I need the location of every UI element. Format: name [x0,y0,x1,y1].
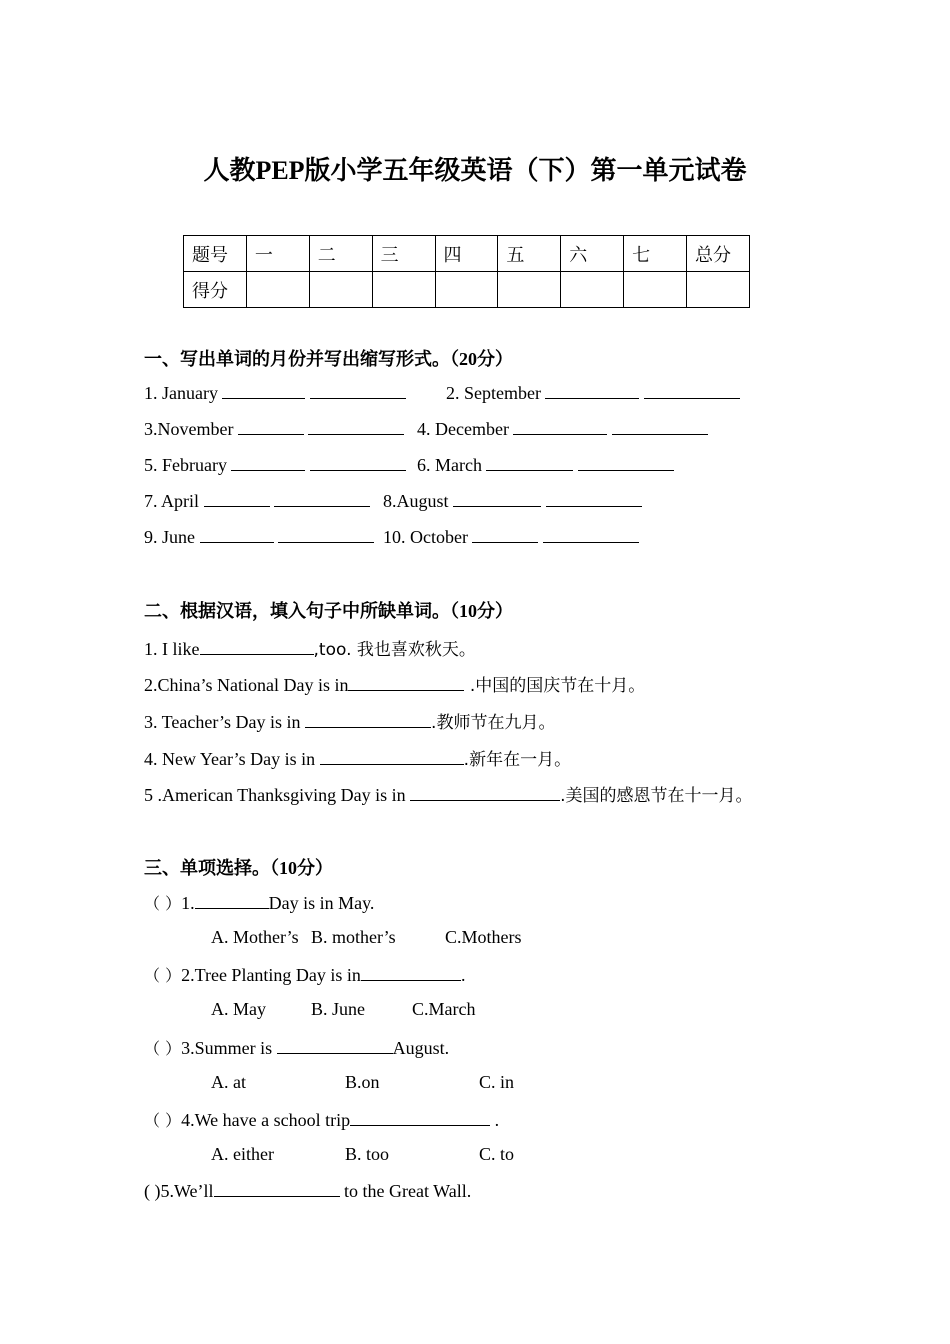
answer-blank[interactable] [310,382,406,399]
question-end: . [460,965,466,985]
question-start: 2.Tree Planting Day is in [181,965,361,985]
answer-blank[interactable] [310,454,406,471]
score-cell: 五 [498,236,561,272]
score-cell: 六 [561,236,624,272]
sentence-start: 3. Teacher’s Day is in [144,712,306,732]
month-label: 10. October [383,527,468,547]
option-a[interactable]: A. Mother’s [211,927,299,947]
month-item [144,382,406,404]
answer-blank[interactable] [200,638,314,655]
month-item [383,490,642,512]
answer-blank[interactable] [453,490,541,507]
question-start: ( )5.We’ll [144,1181,214,1201]
question-end: Day is in May. [268,893,375,913]
question-end: to the Great Wall. [339,1181,472,1201]
score-input-cell[interactable] [498,272,561,308]
sentence-end: .教师节在九月。 [431,713,556,733]
answer-blank[interactable] [195,892,269,909]
sentence-end: .中国的国庆节在十月。 [464,676,646,696]
month-item [417,418,708,440]
answer-paren[interactable]: （ ） [144,966,182,985]
option-c[interactable]: C. to [479,1144,515,1164]
score-input-cell[interactable] [561,272,624,308]
month-item [446,382,740,404]
answer-blank[interactable] [546,490,642,507]
answer-blank[interactable] [410,784,560,801]
option-c[interactable]: C. in [479,1072,515,1092]
month-label: 5. February [144,455,227,475]
score-input-cell[interactable] [687,272,750,308]
score-cell: 四 [435,236,498,272]
fill-sentence [144,708,555,733]
mc-question [144,1180,471,1202]
answer-blank[interactable] [238,418,304,435]
answer-blank[interactable] [320,748,464,765]
score-table-score-row [184,272,750,308]
answer-blank[interactable] [308,418,404,435]
answer-blank[interactable] [644,382,740,399]
month-label: 2. September [446,383,541,403]
sentence-start: 4. New Year’s Day is in [144,749,320,769]
month-item [417,454,674,476]
answer-blank[interactable] [513,418,607,435]
answer-blank[interactable] [361,964,461,981]
answer-blank[interactable] [277,1037,393,1054]
answer-blank[interactable] [543,526,639,543]
answer-blank[interactable] [274,490,370,507]
section1-heading: 一、写出单词的月份并写出缩写形式。（20分） [144,349,513,369]
sentence-end: .新年在一月。 [463,750,572,770]
sentence-start: 2.China’s National Day is in [144,675,349,695]
month-label: 7. April [144,491,200,511]
answer-blank[interactable] [545,382,639,399]
sentence-end: ,too. 我也喜欢秋天。 [313,640,476,660]
answer-blank[interactable] [231,454,305,471]
score-input-cell[interactable] [309,272,372,308]
answer-blank[interactable] [278,526,374,543]
page-title: 人教PEP版小学五年级英语（下）第一单元试卷 [203,156,747,185]
score-input-cell[interactable] [624,272,687,308]
answer-blank[interactable] [486,454,573,471]
question-start: 4.We have a school trip [181,1110,351,1130]
answer-blank[interactable] [350,1109,490,1126]
option-b[interactable]: B.on [345,1072,380,1092]
month-item [144,454,406,476]
option-b[interactable]: B. too [345,1144,390,1164]
option-c[interactable]: C.March [412,999,476,1019]
section2-heading: 二、根据汉语，填入句子中所缺单词。（10分） [144,601,513,621]
mc-question [144,891,374,914]
answer-blank[interactable] [222,382,305,399]
score-cell: 三 [372,236,435,272]
month-label: 8.August [383,491,449,511]
score-input-cell[interactable] [435,272,498,308]
score-table [183,235,750,308]
fill-sentence [144,781,753,806]
option-b[interactable]: B. June [311,999,365,1019]
score-input-cell[interactable] [372,272,435,308]
answer-paren[interactable]: （ ） [144,1111,182,1130]
answer-blank[interactable] [305,711,431,728]
fill-sentence [144,745,571,770]
option-c[interactable]: C.Mothers [445,927,522,947]
score-cell: 一 [246,236,309,272]
month-label: 6. March [417,455,482,475]
mc-question [144,963,465,986]
sentence-start: 1. I like [144,639,200,659]
sentence-start: 5 .American Thanksgiving Day is in [144,785,411,805]
option-a[interactable]: A. at [211,1072,246,1092]
question-end: . [490,1110,500,1130]
month-item [144,490,370,512]
score-table-header-row [184,236,750,272]
month-label: 9. June [144,527,195,547]
month-item [383,526,639,548]
answer-blank[interactable] [348,674,464,691]
option-a[interactable]: A. May [211,999,266,1019]
score-cell: 二 [309,236,372,272]
answer-blank[interactable] [204,490,270,507]
answer-blank[interactable] [472,526,538,543]
answer-blank[interactable] [200,526,274,543]
section3-heading: 三、单项选择。（10分） [144,858,333,878]
score-cell-total: 总分 [687,236,750,272]
score-cell: 七 [624,236,687,272]
sentence-end: .美国的感恩节在十一月。 [560,786,753,806]
month-label: 1. January [144,383,218,403]
fill-sentence [144,635,476,660]
month-item [144,418,404,440]
answer-blank[interactable] [578,454,674,471]
question-end: August. [392,1038,450,1058]
month-label: 4. December [417,419,509,439]
answer-blank[interactable] [612,418,708,435]
score-input-cell[interactable] [246,272,309,308]
score-cell-label: 题号 [184,236,247,272]
score-row-label: 得分 [184,272,247,308]
answer-paren[interactable]: （ ） [144,1039,182,1058]
month-item [144,526,374,548]
fill-sentence [144,671,645,696]
question-start: 1. [181,893,195,913]
month-label: 3.November [144,419,234,439]
mc-question [144,1036,449,1059]
answer-blank[interactable] [214,1180,340,1197]
question-start: 3.Summer is [181,1038,277,1058]
option-b[interactable]: B. mother’s [311,927,396,947]
mc-question [144,1108,499,1131]
option-a[interactable]: A. either [211,1144,274,1164]
answer-paren[interactable]: （ ） [144,894,182,913]
